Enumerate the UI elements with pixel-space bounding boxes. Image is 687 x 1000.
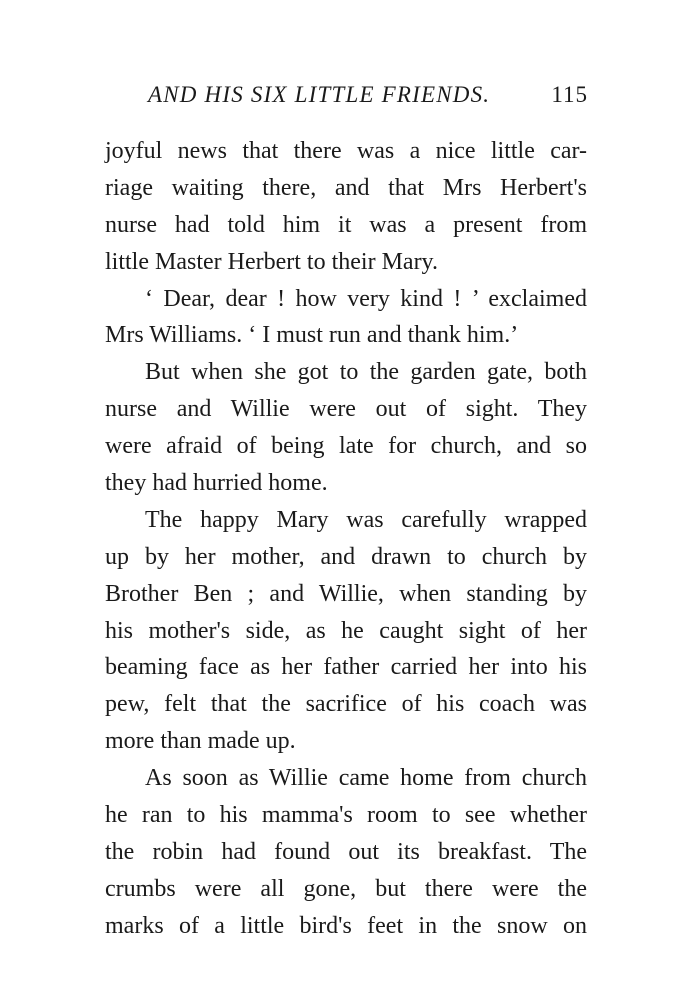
running-title: AND HIS SIX LITTLE FRIENDS. [148,82,491,107]
text-line: beaming face as her father carried her into his [105,654,587,681]
text-line: Mrs Williams. ‘ I must run and thank him.’ [105,322,519,349]
text-line: more than made up. [105,728,296,755]
text-line: riage waiting there, and that Mrs Herbert's [105,174,587,201]
text-line: The happy Mary was carefully wrapped [145,506,587,533]
text-line: ‘ Dear, dear ! how very kind ! ’ exclaimed [145,285,587,312]
text-line: were afraid of being late for church, and so [105,433,587,460]
page-number: 115 [551,82,588,107]
text-line: As soon as Willie came home from church [145,765,587,792]
text-line: pew, felt that the sacrifice of his coach was [105,691,587,718]
text-line: his mother's side, as he caught sight of her [105,617,587,644]
text-line: Brother Ben ; and Willie, when standing by [105,580,587,607]
text-line: joyful news that there was a nice little car- [105,138,587,164]
text-line: nurse and Willie were out of sight. They [105,396,587,423]
paragraph [105,760,587,944]
text-line: the robin had found out its breakfast. The [105,838,587,865]
body-text [105,133,587,945]
running-head [104,82,588,118]
text-line: they had hurried home. [105,470,328,497]
text-line: little Master Herbert to their Mary. [105,248,438,275]
text-line: marks of a little bird's feet in the snow on [105,912,587,939]
paragraph [105,502,587,760]
text-line: he ran to his mamma's room to see whether [105,802,587,829]
paragraph [105,281,587,355]
paragraph [105,133,587,281]
text-line: nurse had told him it was a present from [105,211,587,238]
text-line: up by her mother, and drawn to church by [105,543,587,570]
text-line: crumbs were all gone, but there were the [105,875,587,902]
paragraph [105,354,587,502]
text-line: But when she got to the garden gate, both [145,359,587,386]
